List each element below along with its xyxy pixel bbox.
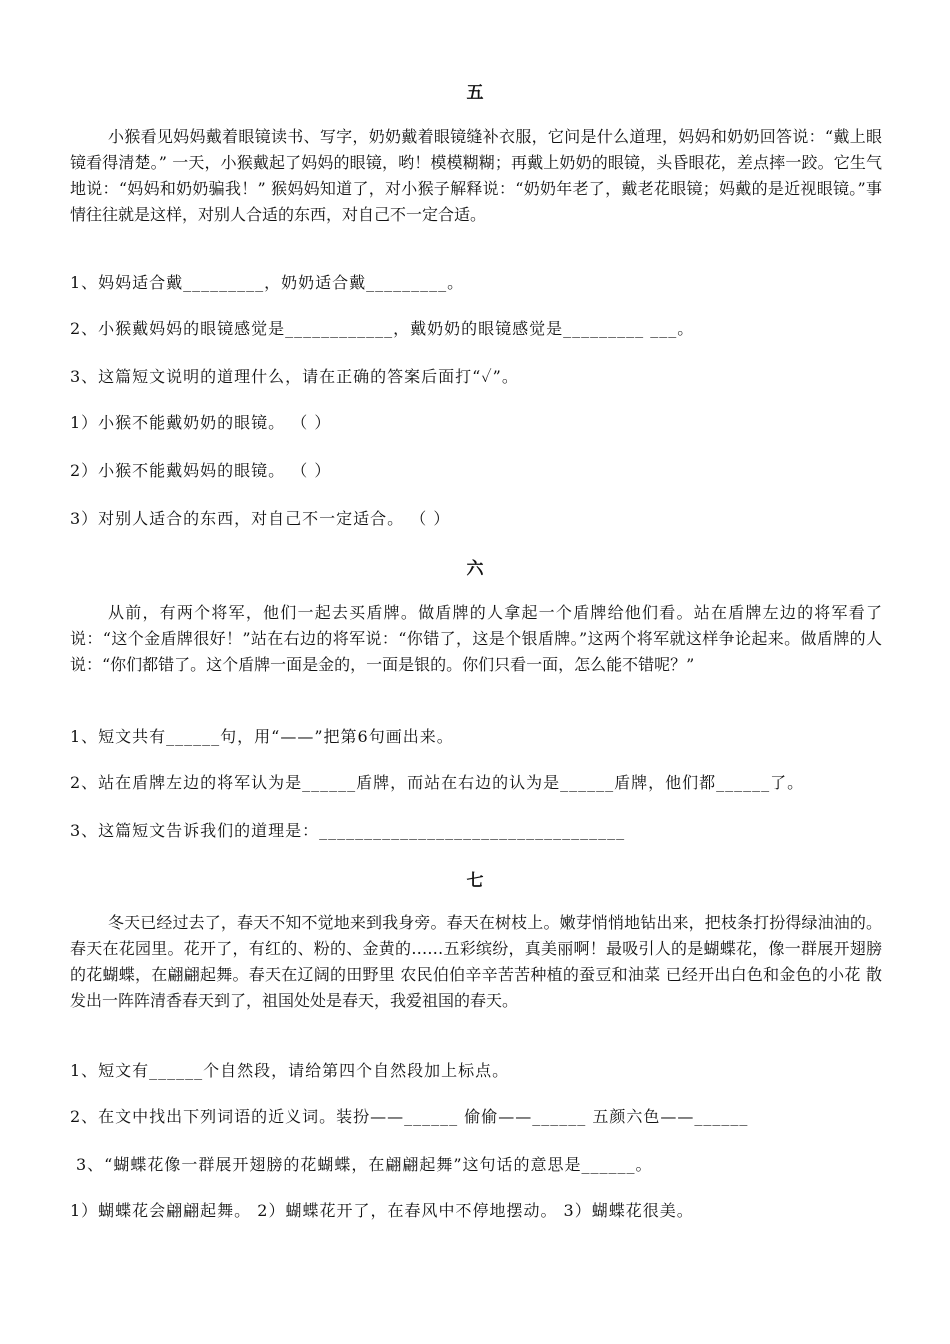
section-6-question-2: 2、站在盾牌左边的将军认为是______盾牌，而站在右边的认为是______盾牌，他们都______了。 [70, 773, 805, 792]
section-7-options: 1）蝴蝶花会翩翩起舞。 2）蝴蝶花开了，在春风中不停地摆动。 3）蝴蝶花很美。 [70, 1201, 694, 1220]
section-5-paragraph: 小猴看见妈妈戴着眼镜读书、写字，奶奶戴着眼镜缝补衣服，它问是什么道理，妈妈和奶奶回答说：“戴上眼镜看得清楚。” 一天，小猴戴起了妈妈的眼镜，哟！模模糊糊；再戴上奶奶的眼镜，头昏眼花，差点摔一跤。它生气地说：“妈妈和奶奶骗我！” 猴妈妈知道了，对小猴子解释说：“奶奶年老了，戴老花眼镜；妈戴的是近视眼镜。”事情往往就是这样，对别人合适的东西，对自己不一定合适。 [70, 127, 882, 224]
section-title-6: 六 [466, 559, 484, 579]
section-5-question-2: 2、小猴戴妈妈的眼镜感觉是____________，戴奶奶的眼镜感觉是_________ ___。 [70, 319, 695, 338]
section-7-question-1: 1、短文有______个自然段，请给第四个自然段加上标点。 [70, 1061, 510, 1080]
section-5-option-1: 1）小猴不能戴奶奶的眼镜。 （ ） [70, 413, 332, 432]
section-5-option-2: 2）小猴不能戴妈妈的眼镜。 （ ） [70, 461, 332, 480]
section-7-question-2: 2、在文中找出下列词语的近义词。装扮——______ 偷偷——______ 五颜六色——______ [70, 1107, 749, 1126]
section-5-question-1: 1、妈妈适合戴_________，奶奶适合戴_________。 [70, 273, 465, 292]
section-title-7: 七 [466, 871, 484, 891]
section-6-question-3: 3、这篇短文告诉我们的道理是：__________________________________ [70, 821, 626, 840]
section-7-question-3: 3、“蝴蝶花像一群展开翅膀的花蝴蝶，在翩翩起舞”这句话的意思是______。 [76, 1155, 653, 1174]
section-6-paragraph: 从前，有两个将军，他们一起去买盾牌。做盾牌的人拿起一个盾牌给他们看。站在盾牌左边的将军看了说：“这个金盾牌很好！”站在右边的将军说：“你错了，这是个银盾牌。”这两个将军就这样争论起来。做盾牌的人说：“你们都错了。这个盾牌一面是金的，一面是银的。你们只看一面，怎么能不错呢？” [70, 603, 882, 674]
section-6-question-1: 1、短文共有______句，用“——”把第6句画出来。 [70, 727, 454, 746]
section-title-5: 五 [466, 83, 484, 103]
section-5-option-3: 3）对别人适合的东西，对自己不一定适合。 （ ） [70, 509, 451, 528]
section-7-paragraph: 冬天已经过去了，春天不知不觉地来到我身旁。春天在树枝上。嫩芽悄悄地钻出来，把枝条打扮得绿油油的。春天在花园里。花开了，有红的、粉的、金黄的……五彩缤纷，真美丽啊！最吸引人的是蝴蝶花，像一群展开翅膀的花蝴蝶，在翩翩起舞。春天在辽阔的田野里 农民伯伯辛辛苦苦种植的蚕豆和油菜 已经开出白色和金色的小花 散发出一阵阵清香春天到了，祖国处处是春天，我爱祖国的春天。 [70, 913, 882, 1010]
section-5-question-3: 3、这篇短文说明的道理什么，请在正确的答案后面打“✓”。 [70, 367, 519, 386]
